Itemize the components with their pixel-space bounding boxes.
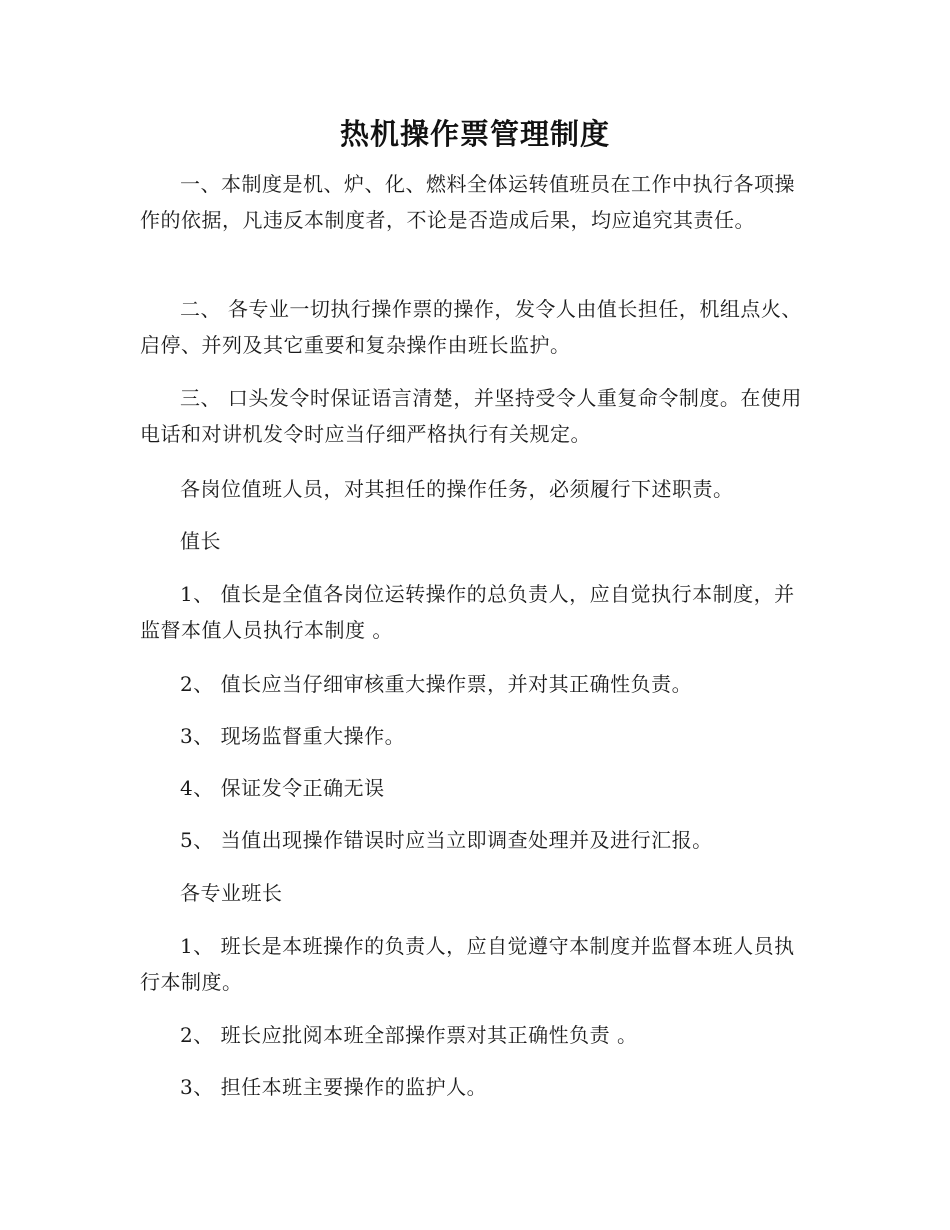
document-title: 热机操作票管理制度: [339, 117, 610, 151]
list-item: 1、 值长是全值各岗位运转操作的总负责人，应自觉执行本制度，并监督本值人员执行本制度 。: [140, 582, 795, 642]
paragraph-4: 各岗位值班人员，对其担任的操作任务，必须履行下述职责。: [180, 477, 734, 501]
list-item: 3、 担任本班主要操作的监护人。: [180, 1075, 488, 1099]
list-item: 3、 现场监督重大操作。: [180, 724, 406, 748]
section-heading-team-leader: 各专业班长: [180, 881, 283, 905]
list-item: 5、 当值出现操作错误时应当立即调查处理并及进行汇报。: [180, 828, 713, 852]
paragraph-2: 二、 各专业一切执行操作票的操作，发令人由值长担任，机组点火、启停、并列及其它重要和复杂操作由班长监护。: [140, 297, 802, 357]
list-item: 2、 值长应当仔细审核重大操作票，并对其正确性负责。: [180, 672, 693, 696]
paragraph-1: 一、本制度是机、炉、化、燃料全体运转值班员在工作中执行各项操作的依据，凡违反本制度者，不论是否造成后果，均应追究其责任。: [140, 172, 795, 232]
list-item: 4、 保证发令正确无误: [180, 776, 385, 800]
paragraph-3: 三、 口头发令时保证语言清楚，并坚持受令人重复命令制度。在使用电话和对讲机发令时应当仔细严格执行有关规定。: [140, 386, 802, 446]
section-heading-duty-chief: 值长: [180, 529, 221, 553]
list-item: 2、 班长应批阅本班全部操作票对其正确性负责 。: [180, 1023, 638, 1047]
list-item: 1、 班长是本班操作的负责人，应自觉遵守本制度并监督本班人员执行本制度。: [140, 934, 795, 994]
